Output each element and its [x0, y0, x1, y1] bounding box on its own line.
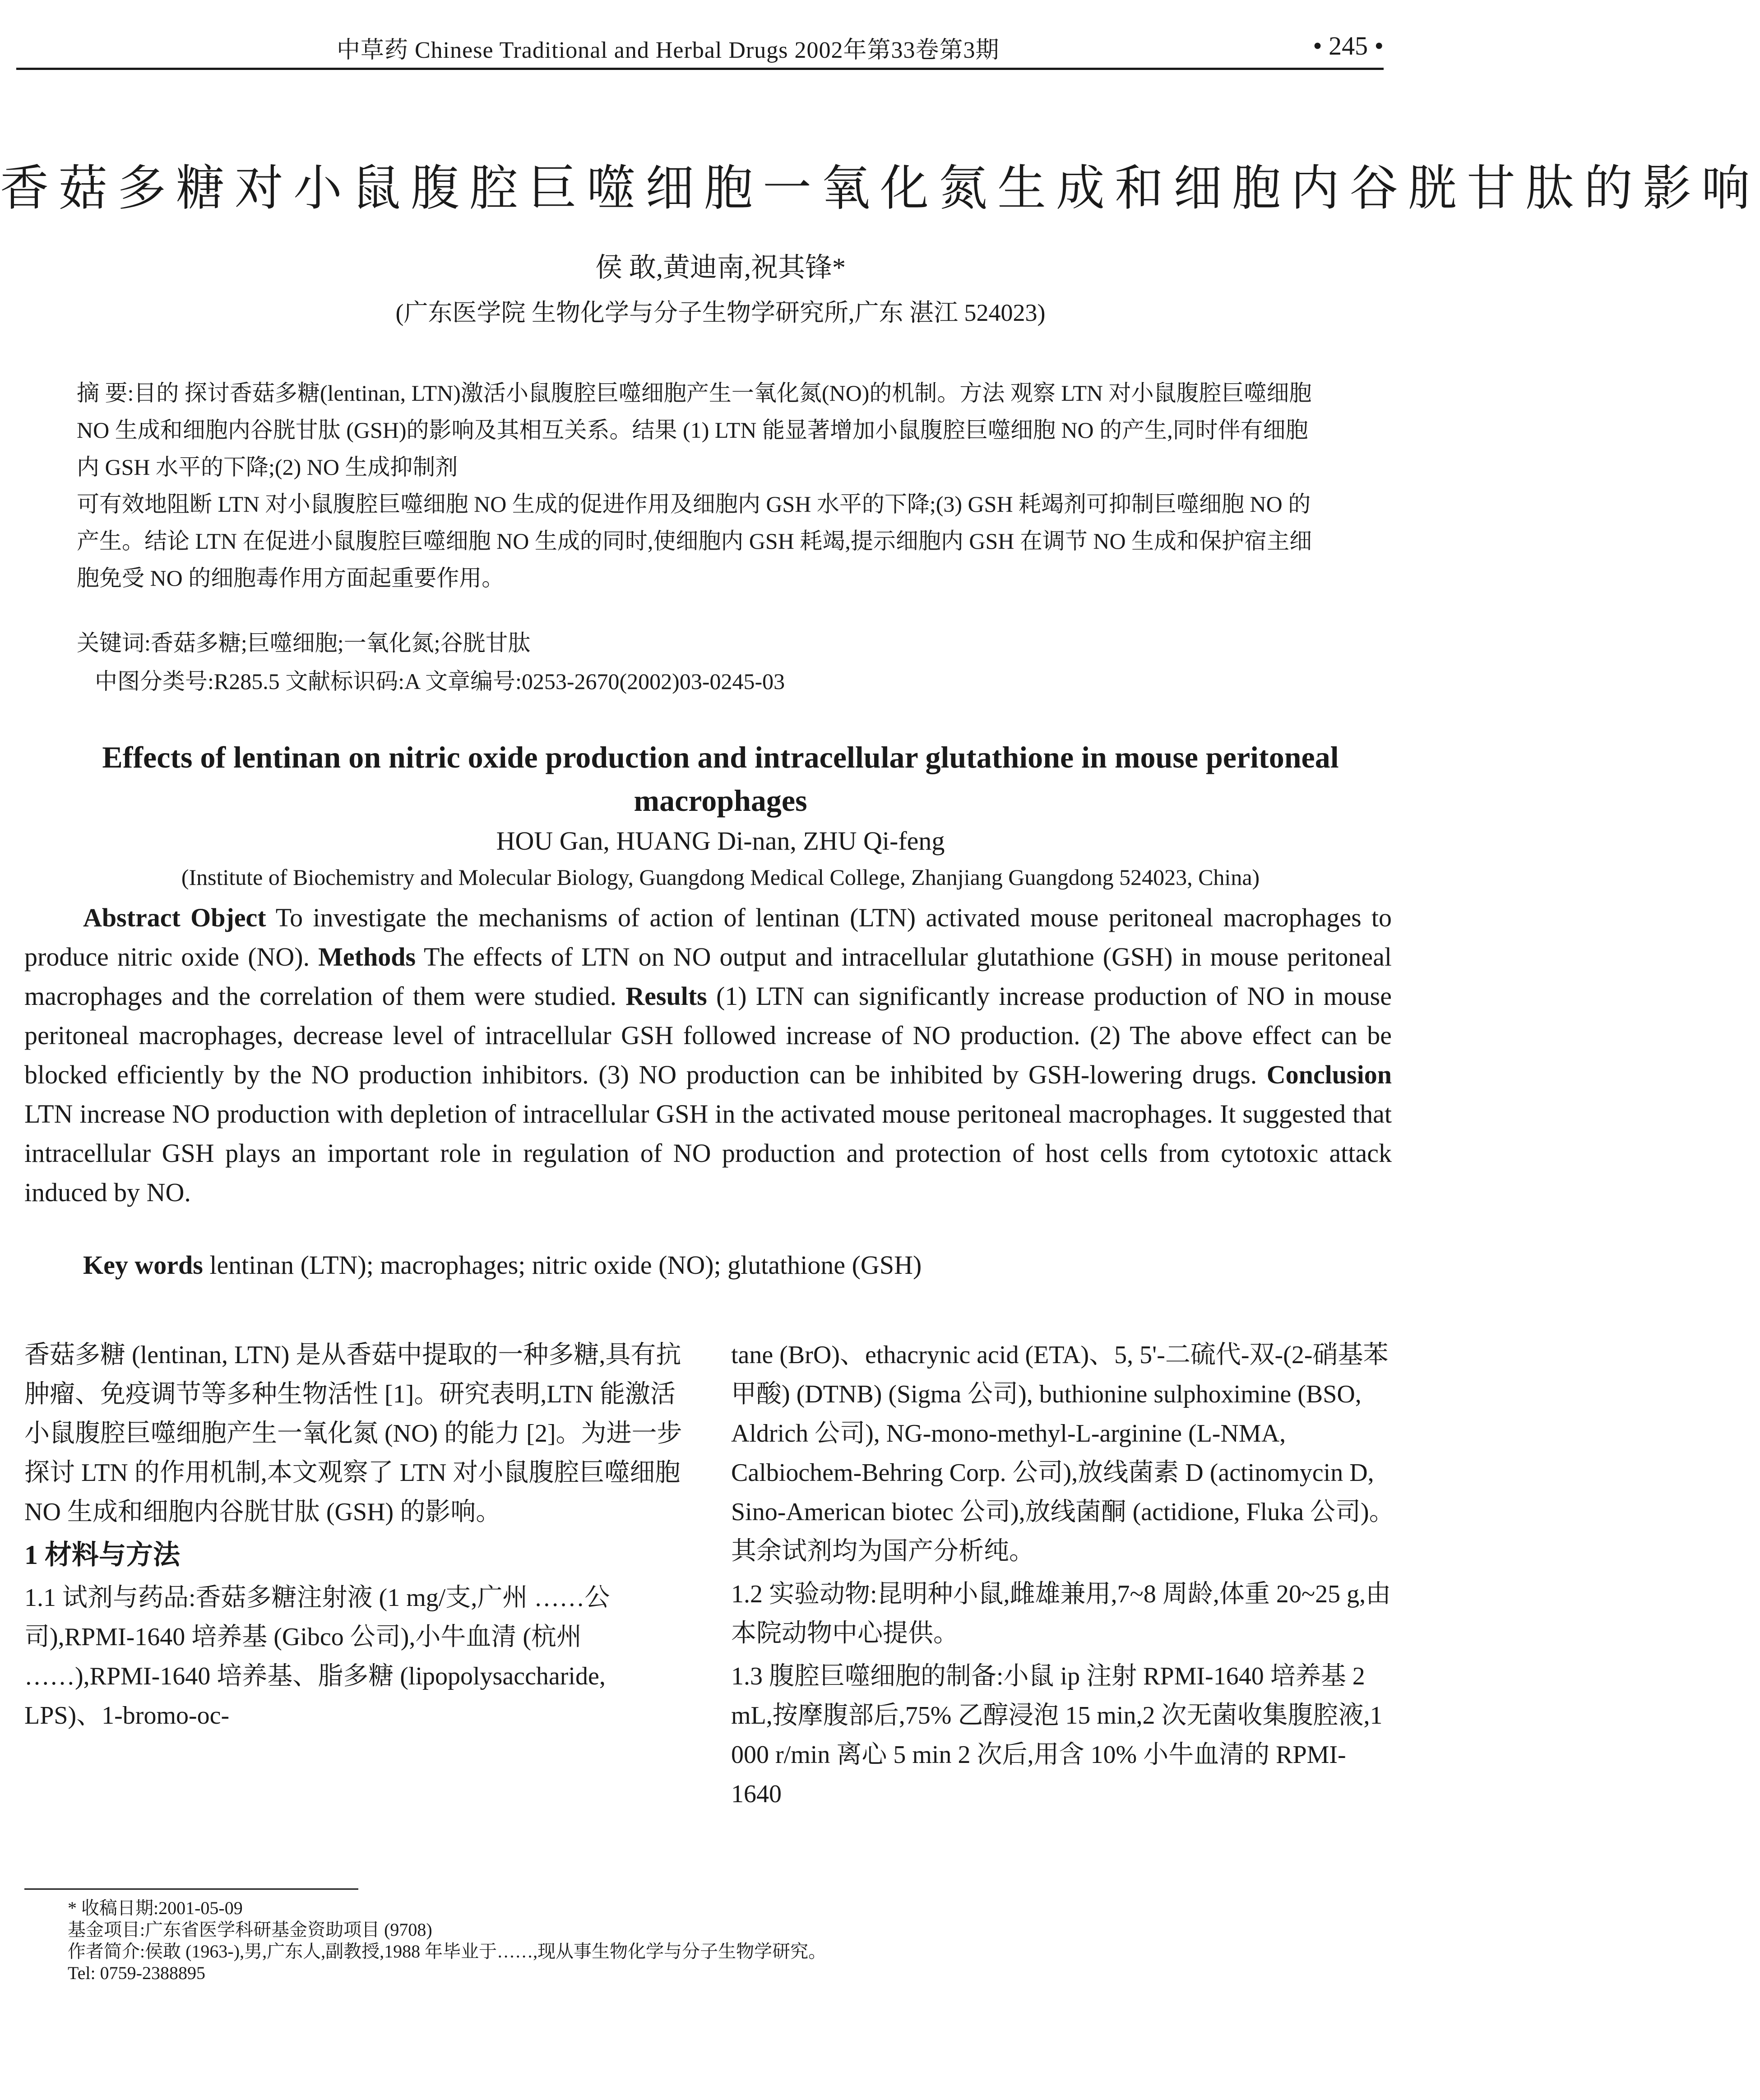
english-title: Effects of lentinan on nitric oxide production and intracellular glutathione in mouse peritoneal macrophages: [102, 740, 1339, 818]
body-left-column: [24, 1336, 688, 1739]
chinese-abstract-part-2: 可有效地阻断 LTN 对小鼠腹腔巨噬细胞 NO 生成的促进作用及细胞内 GSH 水平的下降;(3) GSH 耗竭剂可抑制巨噬细胞 NO 的产生。结论 LTN 在促进小鼠腹腔巨噬细胞 NO 生成的同时,使细胞内 GSH 耗竭,提示细胞内 GSH 在调节 NO 生成和保护宿主细胞免受 NO 的细胞毒作用方面起重要作用。: [77, 491, 1312, 591]
chinese-title: 香菇多糖对小鼠腹腔巨噬细胞一氧化氮生成和细胞内谷胱甘肽的影响: [0, 162, 1760, 216]
results-text: (1) LTN can significantly increase production of NO in mouse peritoneal macrophages, decrease level of intracellular GSH followed increase of NO production. (2) The above effect can be blocked efficiently by the NO production inhibitors. (3) NO production can be inhibited by GSH-lowering drugs.: [24, 981, 1392, 1089]
subsection-animals: 1.2 实验动物:昆明种小鼠,雌雄兼用,7~8 周龄,体重 20~25 g,由本院动物中心提供。: [731, 1580, 1391, 1647]
header-rule: [16, 68, 1384, 70]
body-right-column: [731, 1336, 1394, 1818]
subsection-macrophage-prep: 1.3 腹腔巨噬细胞的制备:小鼠 ip 注射 RPMI-1640 培养基 2 mL,按摩腹部后,75% 乙醇浸泡 15 min,2 次无菌收集腹腔液,1 000 r/min 离心 5 min 2 次后,用含 10% 小牛血清的 RPMI-1640: [731, 1662, 1383, 1808]
abstract-label: Abstract: [83, 903, 181, 932]
methods-text: The effects of LTN on NO output and intracellular glutathione (GSH) in mouse peritoneal macrophages and the correlation of them were studied.: [24, 942, 1392, 1011]
english-affiliation: (Institute of Biochemistry and Molecular Biology, Guangdong Medical College, Zhanjiang Guangdong 524023, China): [181, 865, 1260, 890]
english-keywords: [83, 1250, 1392, 1280]
chinese-keywords: 关键词:香菇多糖;巨噬细胞;一氧化氮;谷胱甘肽: [77, 630, 531, 656]
footnote-received: * 收稿日期:2001-05-09: [68, 1898, 243, 1918]
object-label: Object: [190, 903, 266, 932]
subsection-reagents: 1.1 试剂与药品:香菇多糖注射液 (1 mg/支,广州 ……公司),RPMI-1640 培养基 (Gibco 公司),小牛血清 (杭州 ……),RPMI-1640 培养基、脂多糖 (lipopolysaccharide, LPS)、1-bromo-oc-: [24, 1584, 610, 1730]
reagents-continued: tane (BrO)、ethacrynic acid (ETA)、5, 5'-二硫代-双-(2-硝基苯甲酸) (DTNB) (Sigma 公司), buthionine sulphoximine (BSO, Aldrich 公司), NG-mono-methyl-L-arginine (L-NMA, Calbiochem-Behring Corp. 公司),放线菌素 D (actinomycin D, Sino-American biotec 公司),放线菌酮 (actidione, Fluka 公司)。其余试剂均为国产分析纯。: [731, 1341, 1394, 1565]
keywords-label: Key words: [83, 1250, 203, 1280]
chinese-abstract: [77, 375, 1313, 597]
results-label: Results: [625, 981, 707, 1011]
conclusion-text: LTN increase NO production with depletion of intracellular GSH in the activated mouse peritoneal macrophages. It suggested that intracellular GSH plays an important role in regulation of NO production and protection of host cells from cytotoxic attack induced by NO.: [24, 1099, 1392, 1207]
object-text: To investigate the mechanisms of action of lentinan (LTN) activated mouse peritoneal macrophages to produce nitric oxide (NO).: [24, 903, 1392, 971]
english-abstract: [24, 898, 1392, 1212]
methods-label: Methods: [318, 942, 416, 971]
english-abstract-paragraph: [24, 898, 1392, 1212]
footnote-rule: [24, 1888, 358, 1890]
english-authors: HOU Gan, HUANG Di-nan, ZHU Qi-feng: [496, 826, 945, 856]
footnote-tel: Tel: 0759-2388895: [68, 1963, 205, 1983]
footnote-fund: 基金项目:广东省医学科研基金资助项目 (9708): [68, 1920, 432, 1940]
keywords-text: lentinan (LTN); macrophages; nitric oxide (NO); glutathione (GSH): [209, 1250, 922, 1280]
chinese-classification: 中图分类号:R285.5 文献标识码:A 文章编号:0253-2670(2002)03-0245-03: [95, 669, 785, 694]
running-header: [16, 28, 1384, 64]
chinese-authors: 侯 敢,黄迪南,祝其锋*: [595, 253, 846, 282]
chinese-abstract-part-1: 摘 要:目的 探讨香菇多糖(lentinan, LTN)激活小鼠腹腔巨噬细胞产生一氧化氮(NO)的机制。方法 观察 LTN 对小鼠腹腔巨噬细胞 NO 生成和细胞内谷胱甘肽 (GSH)的影响及其相互关系。结果 (1) LTN 能显著增加小鼠腹腔巨噬细胞 NO 的产生,同时伴有细胞内 GSH 水平的下降;(2) NO 生成抑制剂: [77, 380, 1312, 480]
footnotes: [68, 1897, 1196, 1984]
chinese-affiliation: (广东医学院 生物化学与分子生物学研究所,广东 湛江 524023): [395, 299, 1046, 326]
page-number: • 245 •: [1313, 31, 1384, 60]
footnote-author-bio: 作者简介:侯敢 (1963-),男,广东人,副教授,1988 年毕业于……,现从事生物化学与分子生物学研究。: [68, 1941, 827, 1961]
journal-header-text: 中草药 Chinese Traditional and Herbal Drugs 2002年第33卷第3期: [337, 37, 1000, 63]
section-heading-materials: 1 材料与方法: [24, 1540, 180, 1570]
intro-paragraph: 香菇多糖 (lentinan, LTN) 是从香菇中提取的一种多糖,具有抗肿瘤、免疫调节等多种生物活性 [1]。研究表明,LTN 能激活小鼠腹腔巨噬细胞产生一氧化氮 (NO) 的能力 [2]。为进一步探讨 LTN 的作用机制,本文观察了 LTN 对小鼠腹腔巨噬细胞 NO 生成和细胞内谷胱甘肽 (GSH) 的影响。: [24, 1341, 682, 1526]
conclusion-label: Conclusion: [1266, 1060, 1392, 1089]
